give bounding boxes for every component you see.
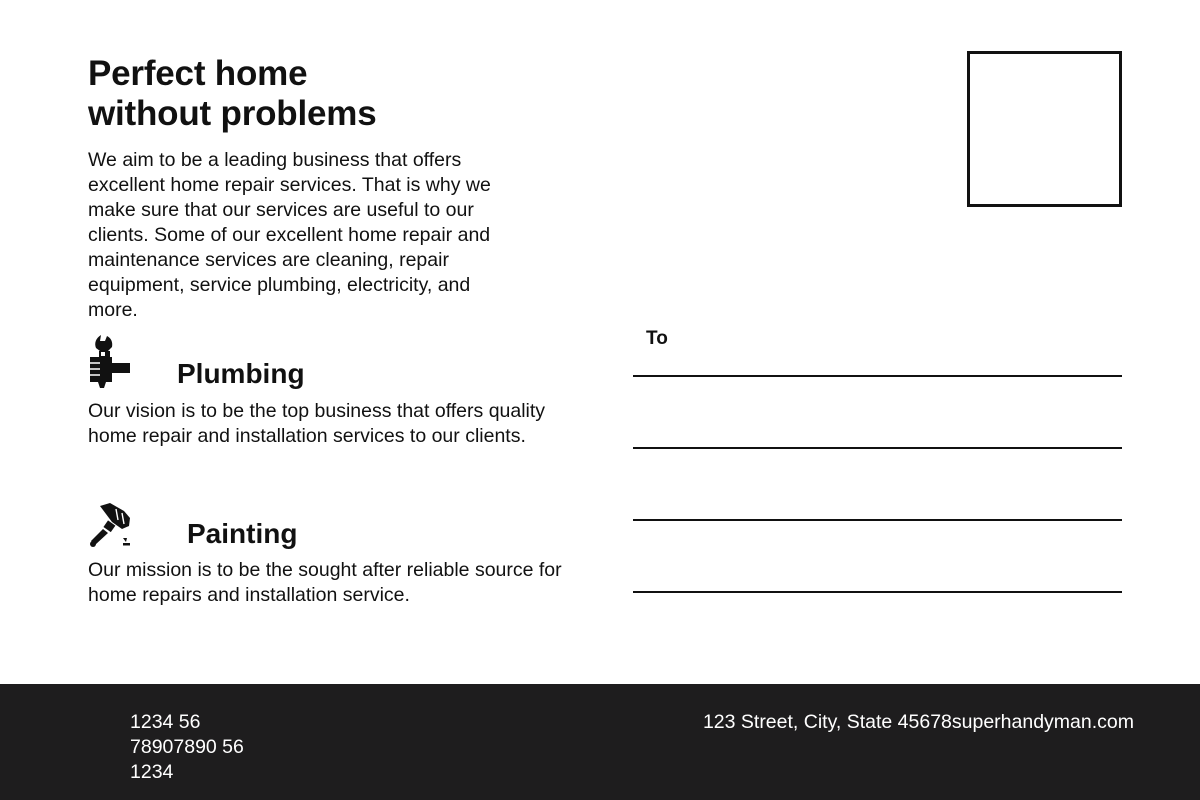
service-text-painting: Our mission is to be the sought after reliable source for home repairs and installation service. <box>88 559 562 606</box>
address-line-1[interactable] <box>633 375 1122 377</box>
footer-contact: 123 Street, City, State 45678superhandyman.com <box>702 711 1134 733</box>
footer-bar <box>0 684 1200 800</box>
intro-paragraph: We aim to be a leading business that offers excellent home repair services. That is why we make sure that our services are useful to our clients. Some of our excellent home repair and maintenance services are cleaning, repair equipment, service plumbing, electricity, and more. <box>88 149 491 321</box>
service-title-painting: Painting <box>187 518 298 549</box>
address-line-3[interactable] <box>633 519 1122 521</box>
service-text-plumbing: Our vision is to be the top business that offers quality home repair and installation services to our clients. <box>88 400 546 447</box>
to-label: To <box>646 328 668 349</box>
headline <box>88 54 376 134</box>
service-title-plumbing: Plumbing <box>177 358 305 389</box>
plumbing-wrench-icon <box>88 334 134 390</box>
address-line-4[interactable] <box>633 591 1122 593</box>
stamp-box <box>967 51 1122 207</box>
address-line-2[interactable] <box>633 447 1122 449</box>
headline-line-2: without problems <box>88 94 377 133</box>
footer-phone: 1234 56 78907890 56 1234 <box>130 711 244 783</box>
paint-brush-icon <box>88 502 134 558</box>
headline-line-1: Perfect home <box>88 54 308 93</box>
